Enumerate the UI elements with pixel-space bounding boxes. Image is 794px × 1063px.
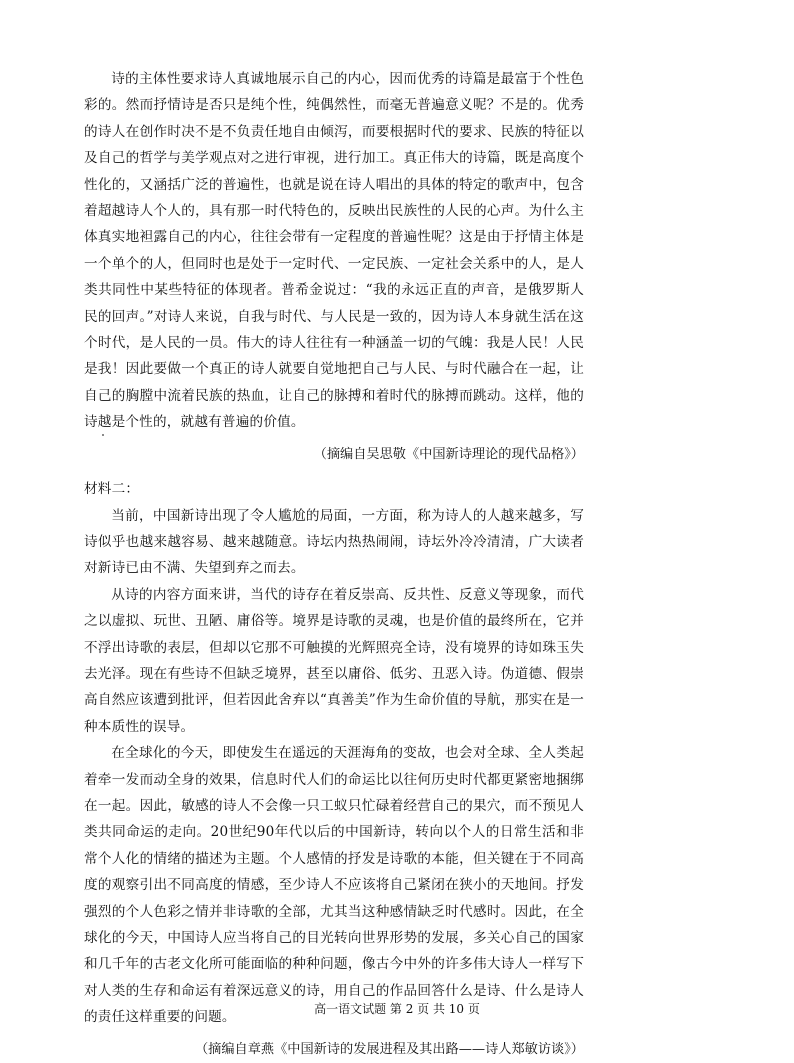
material-1 [84,66,584,468]
material-1-paragraph: 诗的主体性要求诗人真诚地展示自己的内心，因而优秀的诗篇是最富于个性色彩的。然而抒情诗是否只是纯个性，纯偶然性，而毫无普遍意义呢？不是的。优秀的诗人在创作时决不是不负责任地自由倾泻，而要根据时代的要求、民族的特征以及自己的哲学与美学观点对之进行审视，进行加工。真正伟大的诗篇，既是高度个性化的，又涵括广泛的普遍性，也就是说在诗人唱出的具体的特定的歌声中，包含着超越诗人个人的，具有那一时代特色的，反映出民族性的人民的心声。为什么主体真实地袒露自己的内心，往往会带有一定程度的普遍性呢？这是由于抒情主体是一个单个的人，但同时也是处于一定时代、一定民族、一定社会关系中的人，是人类共同性中某些特征的体现者。普希金说过：“我的永远正直的声音，是俄罗斯人民的回声。”对诗人来说，自我与时代、与人民是一致的，因为诗人本身就生活在这个时代，是人民的一员。伟大的诗人往往有一种涵盖一切的气魄：我是人民！人民是我！因此要做一个真正的诗人就要自觉地把自己与人民、与时代融合在一起，让自己的胸膛中流着民族的热血，让自己的脉搏和着时代的脉搏而跳动。这样，他的诗越是个性的，就越有普遍的价值。 [84,71,584,431]
scan-speck [102,434,104,436]
page-content [84,66,584,1063]
material-2-source: （摘编自章燕《中国新诗的发展进程及其出路——诗人郑敏访谈》） [194,1041,584,1057]
material-2-paragraph-2: 从诗的内容方面来讲，当代的诗存在着反崇高、反共性、反意义等现象，而代之以虚拟、玩世、丑陋、庸俗等。境界是诗歌的灵魂，也是价值的最终所在，它并不浮出诗歌的表层，但却以它那不可触摸的光辉照亮全诗，没有境界的诗如珠玉失去光泽。现在有些诗不但缺乏境界，甚至以庸俗、低劣、丑恶入诗。伪道德、假崇高自然应该遭到批评，但若因此舍弃以“真善美”作为生命价值的导航，那实在是一种本质性的误导。 [84,586,584,735]
material-2-label: 材料二： [84,481,140,498]
material-2-paragraph-1: 当前，中国新诗出现了令人尴尬的局面，一方面，称为诗人的人越来越多，写诗似乎也越来越容易、越来越随意。诗坛内热热闹闹，诗坛外冷冷清清，广大读者对新诗已由不满、失望到弃之而去。 [84,507,584,577]
material-2-paragraph-3: 在全球化的今天，即使发生在遥远的天涯海角的变故，也会对全球、全人类起着牵一发而动全身的效果，信息时代人们的命运比以往何历史时代都更紧密地捆绑在一起。因此，敏感的诗人不会像一只工蚁只忙碌着经营自己的果穴，而不预见人类共同命运的走向。20世纪90年代以后的中国新诗，转向以个人的日常生活和非常个人化的情绪的描述为主题。个人感情的抒发是诗歌的本能，但关键在于不同高度的观察引出不同高度的情感，至少诗人不应该将自己紧闭在狭小的天地间。抒发强烈的个人色彩之情并非诗歌的全部，尤其当这种感情缺乏时代感时。因此，在全球化的今天，中国诗人应当将自己的目光转向世界形势的发展，多关心自己的国家和几千年的古老文化所可能面临的种种问题，像古今中外的许多伟大诗人一样写下对人类的生存和命运有着深远意义的诗，用自己的作品回答什么是诗、什么是诗人的责任这样重要的问题。 [84,745,584,1026]
material-1-source: （摘编自吴思敬《中国新诗理论的现代品格》） [313,446,584,462]
page-footer: 高一语文试题 第 2 页 共 10 页 [314,1002,480,1016]
material-2 [84,476,584,1063]
